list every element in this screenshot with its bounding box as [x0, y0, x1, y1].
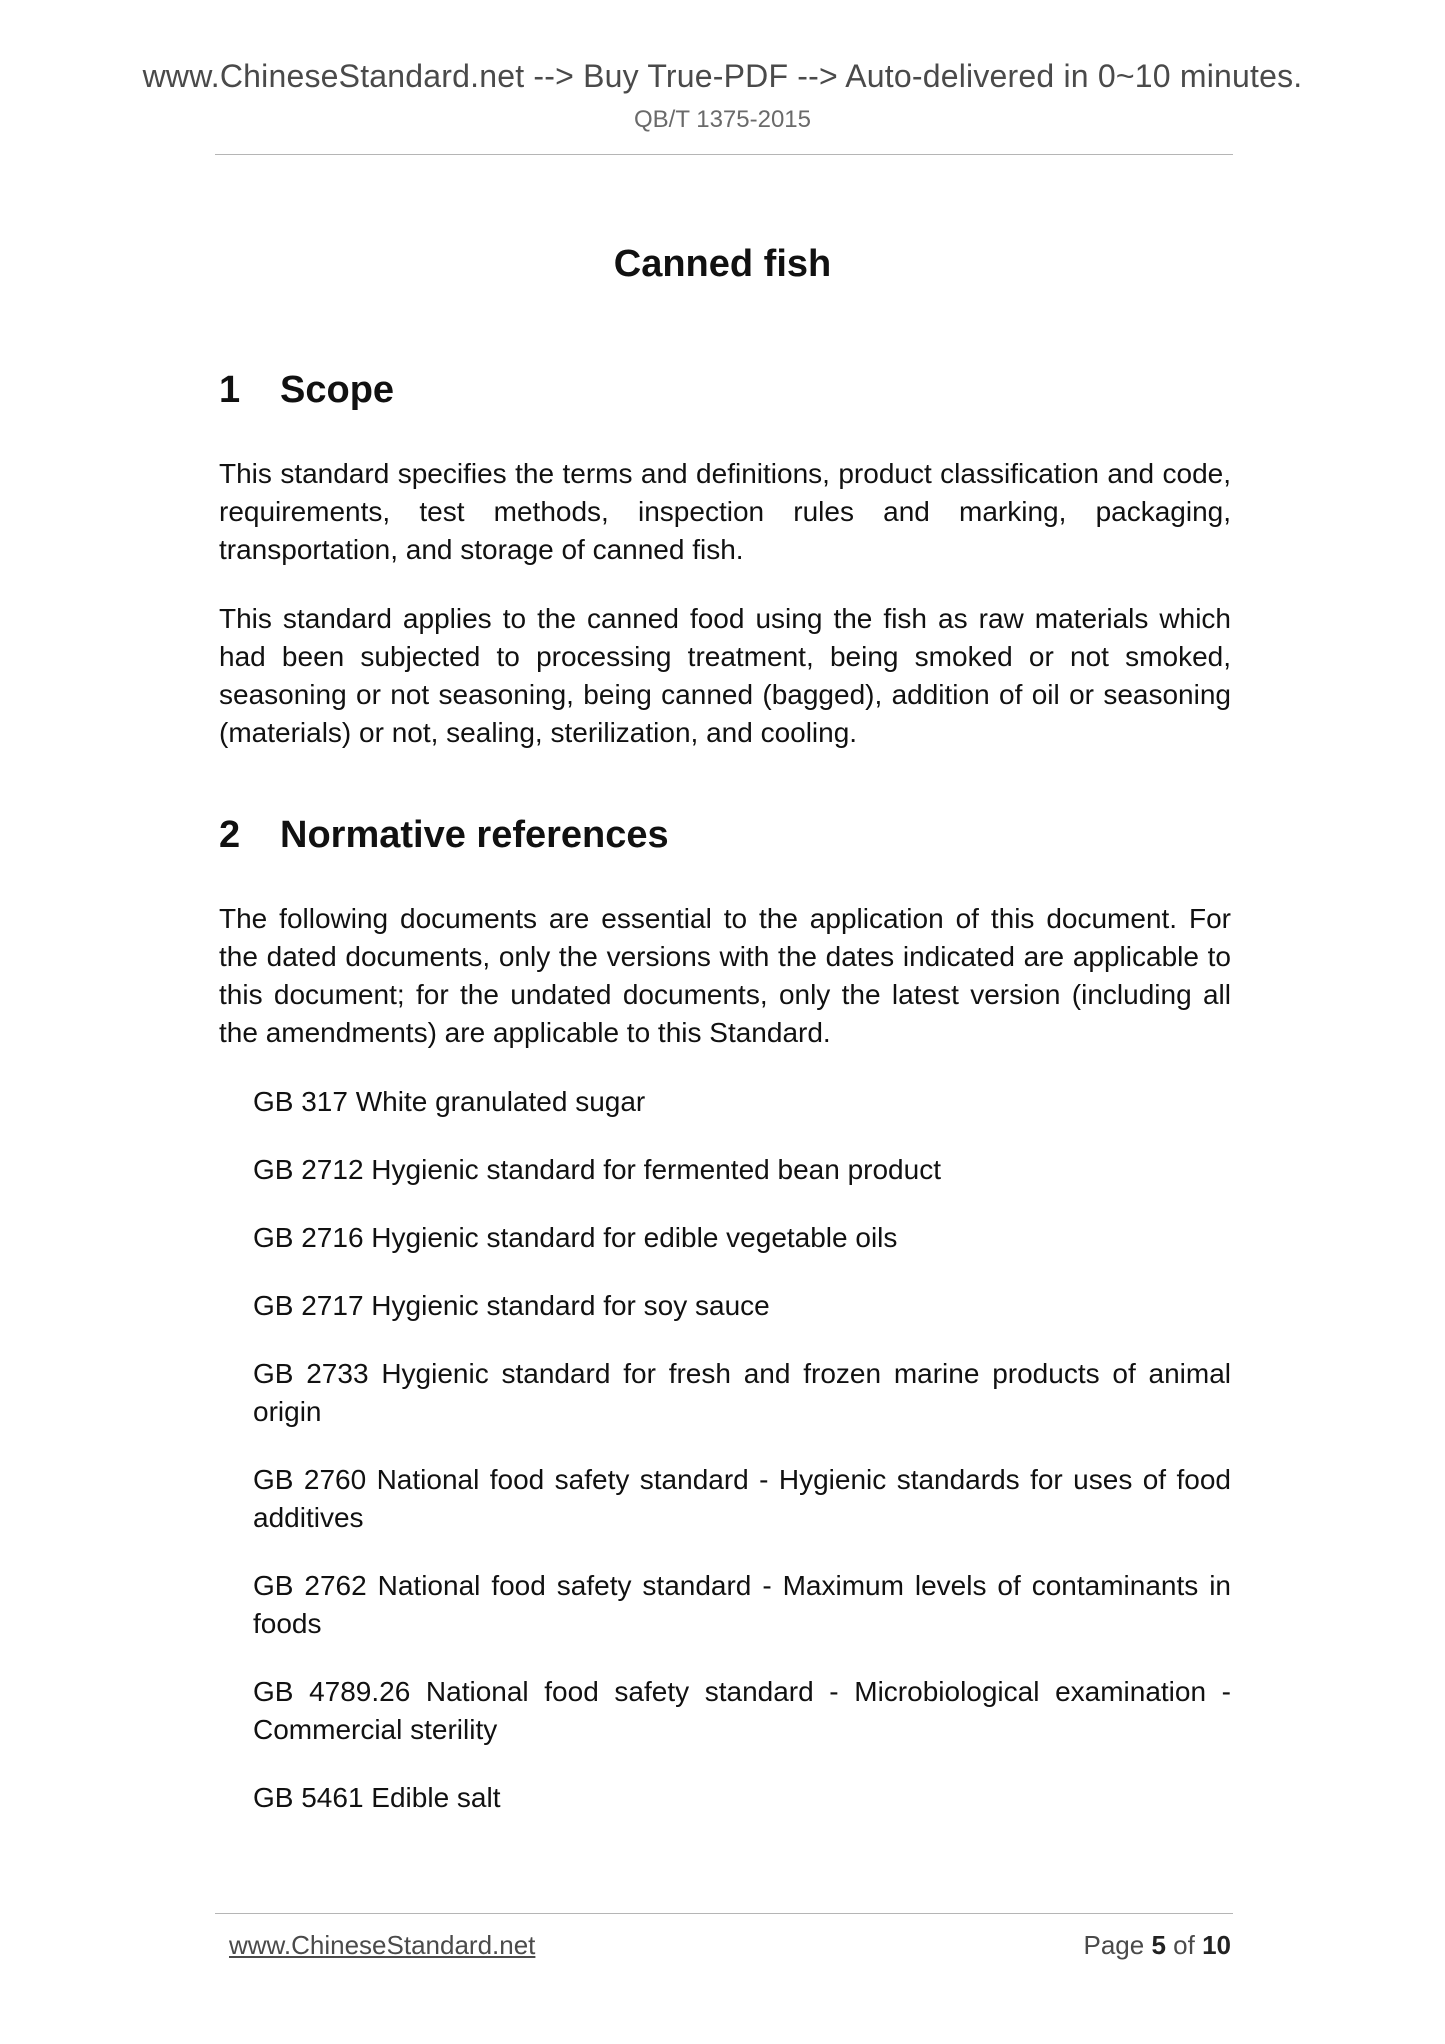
reference-item: GB 2717 Hygienic standard for soy sauce — [253, 1290, 770, 1321]
page-current: 5 — [1151, 1930, 1166, 1960]
scope-paragraph-1: This standard specifies the terms and definitions, product classification and code, requirements, test methods, inspection rules and marking, packaging, transportation, and storage of canned fish. — [219, 458, 1231, 565]
page-separator: of — [1173, 1930, 1195, 1960]
reference-item: GB 5461 Edible salt — [253, 1782, 501, 1813]
page-prefix: Page — [1083, 1930, 1145, 1960]
section-1-number: 1 — [219, 369, 241, 411]
header-banner: www.ChineseStandard.net --> Buy True-PDF --> Auto-delivered in 0~10 minutes. — [142, 58, 1303, 94]
scope-paragraph-2: This standard applies to the canned food using the fish as raw materials which had been subjected to processing treatment, being smoked or not smoked, seasoning or not seasoning, being canned (bagged), addition of oil or seasoning (materials) or not, sealing, sterilization, and cooling. — [219, 603, 1231, 748]
reference-item: GB 2716 Hygienic standard for edible vegetable oils — [253, 1222, 898, 1253]
footer-site-link[interactable]: www.ChineseStandard.net — [229, 1930, 536, 1960]
section-2-number: 2 — [219, 814, 241, 856]
section-1-title: Scope — [280, 369, 395, 411]
reference-item: GB 4789.26 National food safety standard - Microbiological examination - Commercial sterility — [253, 1676, 1231, 1745]
section-2-title: Normative references — [280, 814, 669, 856]
header-divider — [215, 154, 1233, 155]
page-number — [1083, 1930, 1231, 1961]
reference-item: GB 2733 Hygienic standard for fresh and frozen marine products of animal origin — [253, 1358, 1231, 1427]
references-intro-paragraph: The following documents are essential to the application of this document. For the dated documents, only the versions with the dates indicated are applicable to this document; for the undated documents, only the latest version (including all the amendments) are applicable to this Standard. — [219, 903, 1231, 1048]
reference-item: GB 2762 National food safety standard - Maximum levels of contaminants in foods — [253, 1570, 1231, 1639]
page-total: 10 — [1202, 1930, 1231, 1960]
section-2-heading — [219, 814, 669, 857]
section-1-heading — [219, 369, 394, 412]
footer-divider — [215, 1913, 1233, 1914]
document-title: Canned fish — [613, 243, 832, 285]
reference-item: GB 2712 Hygienic standard for fermented bean product — [253, 1154, 941, 1185]
standard-code: QB/T 1375-2015 — [633, 106, 811, 133]
reference-item: GB 2760 National food safety standard - Hygienic standards for uses of food additives — [253, 1464, 1231, 1533]
reference-item: GB 317 White granulated sugar — [253, 1086, 646, 1117]
